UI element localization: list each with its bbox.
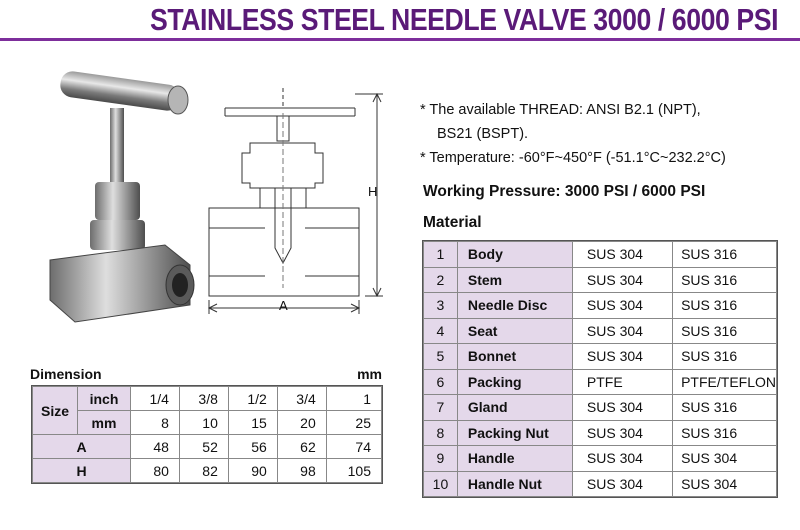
material-row xyxy=(424,293,777,319)
valve-drawing xyxy=(205,88,395,318)
material-grade-a: SUS 304 xyxy=(572,267,672,293)
inch-label: inch xyxy=(78,387,131,411)
material-grade-a: SUS 304 xyxy=(572,446,672,472)
thread-note: * The available THREAD: ANSI B2.1 (NPT), xyxy=(420,102,701,118)
material-part: Seat xyxy=(457,318,572,344)
material-row xyxy=(424,395,777,421)
dimension-row-mm xyxy=(33,411,382,435)
dim-cell: 48 xyxy=(131,435,180,459)
material-part: Needle Disc xyxy=(457,293,572,319)
material-grade-b: SUS 304 xyxy=(673,446,777,472)
material-number: 8 xyxy=(424,420,458,446)
material-table xyxy=(423,241,777,497)
h-label: H xyxy=(33,459,131,483)
dim-cell: 82 xyxy=(179,459,228,483)
dimension-row-h xyxy=(33,459,382,483)
title-rule xyxy=(0,38,800,41)
material-number: 6 xyxy=(424,369,458,395)
dimension-row-inch xyxy=(33,387,382,411)
dim-cell: 105 xyxy=(326,459,381,483)
material-grade-b: SUS 304 xyxy=(673,471,777,497)
a-label: A xyxy=(33,435,131,459)
material-grade-b: SUS 316 xyxy=(673,318,777,344)
material-number: 1 xyxy=(424,242,458,268)
material-grade-a: SUS 304 xyxy=(572,395,672,421)
dim-cell: 3/4 xyxy=(277,387,326,411)
dim-cell: 52 xyxy=(179,435,228,459)
material-number: 3 xyxy=(424,293,458,319)
material-part: Handle xyxy=(457,446,572,472)
material-grade-a: SUS 304 xyxy=(572,344,672,370)
dimension-title: Dimension xyxy=(30,366,102,382)
size-label: Size xyxy=(33,387,78,435)
dim-cell: 62 xyxy=(277,435,326,459)
dim-cell: 1/2 xyxy=(228,387,277,411)
material-row xyxy=(424,369,777,395)
material-number: 7 xyxy=(424,395,458,421)
material-row xyxy=(424,446,777,472)
material-grade-b: SUS 316 xyxy=(673,420,777,446)
dim-cell: 20 xyxy=(277,411,326,435)
thread-note-cont: BS21 (BSPT). xyxy=(437,126,529,142)
dim-cell: 25 xyxy=(326,411,381,435)
dim-cell: 98 xyxy=(277,459,326,483)
material-row xyxy=(424,267,777,293)
dim-cell: 3/8 xyxy=(179,387,228,411)
dim-cell: 80 xyxy=(131,459,180,483)
working-pressure: Working Pressure: 3000 PSI / 6000 PSI xyxy=(423,183,706,200)
material-number: 5 xyxy=(424,344,458,370)
material-grade-a: SUS 304 xyxy=(572,420,672,446)
dim-cell: 1 xyxy=(326,387,381,411)
material-grade-a: SUS 304 xyxy=(572,471,672,497)
material-number: 2 xyxy=(424,267,458,293)
dimension-row-a xyxy=(33,435,382,459)
material-grade-b: SUS 316 xyxy=(673,242,777,268)
material-row xyxy=(424,318,777,344)
material-number: 10 xyxy=(424,471,458,497)
material-grade-a: SUS 304 xyxy=(572,293,672,319)
material-grade-b: SUS 316 xyxy=(673,344,777,370)
material-grade-a: SUS 304 xyxy=(572,318,672,344)
material-part: Body xyxy=(457,242,572,268)
material-heading: Material xyxy=(423,214,482,231)
material-number: 9 xyxy=(424,446,458,472)
spec-notes xyxy=(420,98,790,170)
material-part: Packing Nut xyxy=(457,420,572,446)
material-row xyxy=(424,242,777,268)
material-part: Bonnet xyxy=(457,344,572,370)
material-part: Handle Nut xyxy=(457,471,572,497)
material-part: Packing xyxy=(457,369,572,395)
dim-cell: 1/4 xyxy=(131,387,180,411)
dim-cell: 74 xyxy=(326,435,381,459)
material-grade-b: SUS 316 xyxy=(673,267,777,293)
valve-photo xyxy=(40,60,210,350)
material-number: 4 xyxy=(424,318,458,344)
dim-cell: 56 xyxy=(228,435,277,459)
dimension-heading xyxy=(30,366,382,382)
dimension-a-label: A xyxy=(279,298,288,313)
material-grade-b: PTFE/TEFLON xyxy=(673,369,777,395)
temperature-note: * Temperature: -60°F~450°F (-51.1°C~232.2°C) xyxy=(420,150,726,166)
material-grade-b: SUS 316 xyxy=(673,395,777,421)
dim-cell: 10 xyxy=(179,411,228,435)
material-grade-b: SUS 316 xyxy=(673,293,777,319)
material-grade-a: PTFE xyxy=(572,369,672,395)
dimension-unit: mm xyxy=(357,366,382,382)
dim-cell: 8 xyxy=(131,411,180,435)
dim-cell: 90 xyxy=(228,459,277,483)
dimension-table xyxy=(32,386,382,483)
material-row xyxy=(424,344,777,370)
material-grade-a: SUS 304 xyxy=(572,242,672,268)
material-part: Stem xyxy=(457,267,572,293)
material-row xyxy=(424,420,777,446)
material-row xyxy=(424,471,777,497)
mm-label: mm xyxy=(78,411,131,435)
page-title: STAINLESS STEEL NEEDLE VALVE 3000 / 6000 PSI xyxy=(150,2,779,37)
dimension-h-label: H xyxy=(368,184,378,199)
material-part: Gland xyxy=(457,395,572,421)
dim-cell: 15 xyxy=(228,411,277,435)
